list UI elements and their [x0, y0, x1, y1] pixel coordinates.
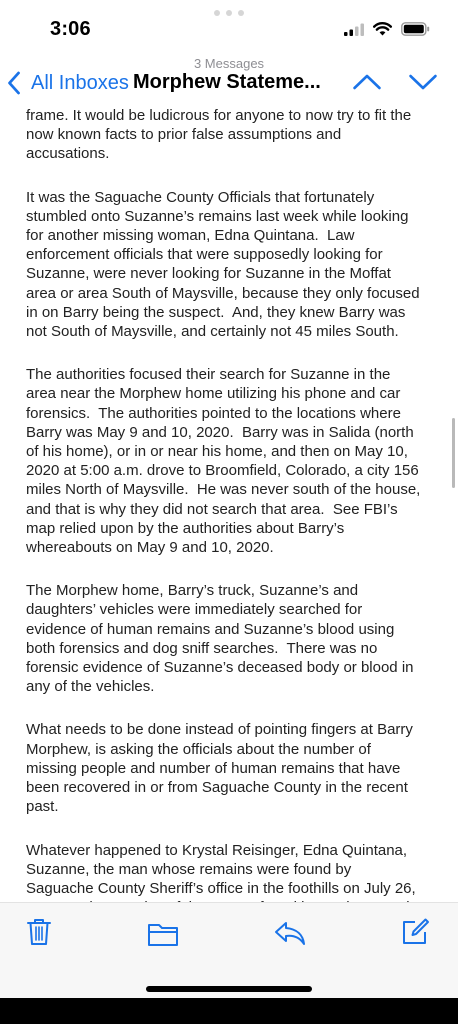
navigation-bar: [0, 56, 458, 106]
message-count: 3 Messages: [193, 56, 265, 71]
status-time: 3:06: [50, 18, 91, 40]
scrollbar[interactable]: [452, 418, 455, 488]
chevron-up-icon[interactable]: [352, 73, 382, 91]
reply-icon[interactable]: [274, 920, 306, 946]
email-subject-title: Morphew Stateme...: [133, 71, 321, 93]
paragraph-2: It was the Saguache County Officials that fortunately stumbled onto Suzanne’s remains last week while looking for another missing woman, Edna Quintana. Law enforcement officials that were supposedly looking for Suzanne, were never looking for Suzanne in the Moffat area or area South of Maysville, because they only focused in on Barry being the suspect. And, they knew Barry was not South of Maysville, and certainly not 45 miles South.: [26, 188, 420, 341]
battery-icon: [401, 22, 430, 36]
home-indicator[interactable]: [146, 986, 312, 992]
bottom-toolbar: [0, 902, 458, 999]
trash-icon[interactable]: [26, 917, 52, 947]
status-icons: [344, 22, 430, 36]
paragraph-1: frame. It would be ludicrous for anyone to now try to fit the now known facts to prior false assumptions and accusations.: [26, 107, 412, 163]
wifi-icon: [373, 22, 392, 36]
paragraph-6: Whatever happened to Krystal Reisinger, Edna Quintana, Suzanne, the man whose remains were found by Saguache County Sheriff’s office in the foothills on July 26,: [26, 841, 416, 897]
back-chevron-icon[interactable]: [6, 70, 22, 96]
compose-icon[interactable]: [400, 917, 430, 947]
email-text: [26, 106, 428, 961]
paragraph-4: The Morphew home, Barry’s truck, Suzanne’s and daughters’ vehicles were immediately searched for evidence of human remains and Suzanne’s blood using both forensics and dog sniff searches. There was no forensic evidence of Suzanne’s deceased body or blood in any of the vehicles.: [26, 582, 414, 696]
paragraph-3: The authorities focused their search for Suzanne in the area near the Morphew home utilizing his phone and car forensics. The authorities pointed to the locations where Barry was May 9 and 10, 2020. Barry was in Salida (north of his home), or in or near his home, and then on May 10, 2020 at 5:00 a.m. drove to Broomfield, Colorado, a city 156 miles North of Maysville. He was never south of the house, and that is why they did not search that area. See FBI’s map relied upon by the authorities about Barry’s whereabouts on May 9 and 10, 2020.: [26, 366, 421, 557]
home-area: [0, 998, 458, 1024]
status-bar: [0, 0, 458, 56]
paragraph-5: What needs to be done instead of pointing fingers at Barry Morphew, is asking the officials about the number of missing people and number of human remains that have been recovered in or from Saguache County in the recent past.: [26, 721, 413, 816]
multitask-dots[interactable]: [214, 10, 244, 16]
email-body[interactable]: [0, 106, 458, 902]
folder-icon[interactable]: [147, 921, 179, 947]
back-button-all-inboxes[interactable]: All Inboxes: [31, 72, 129, 94]
chevron-down-icon[interactable]: [408, 73, 438, 91]
signal-icon: [344, 23, 364, 36]
